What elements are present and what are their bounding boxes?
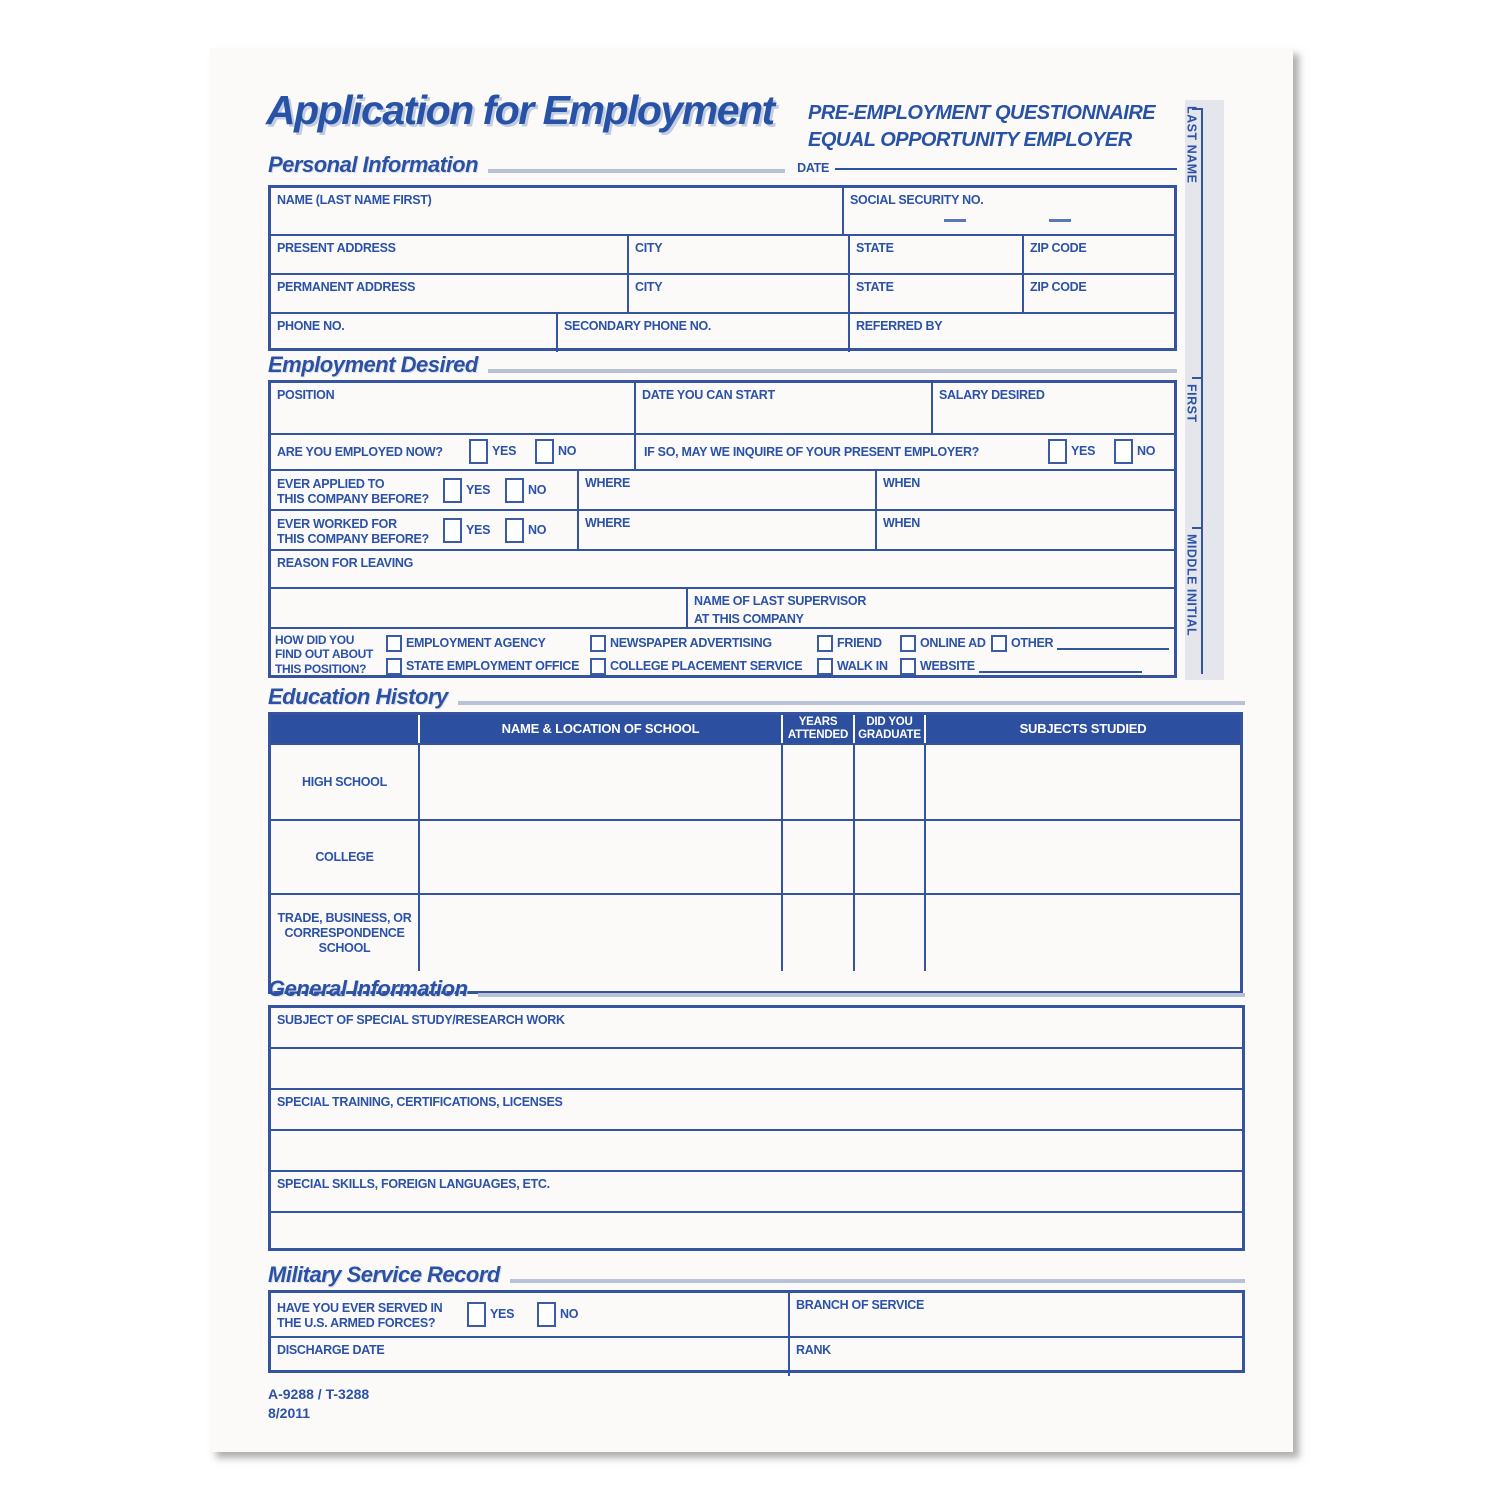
date-write-line[interactable] (835, 168, 1177, 170)
checkbox-ever-worked-no[interactable] (505, 518, 524, 543)
field-present-address[interactable]: PRESENT ADDRESS (271, 236, 629, 273)
field-armed-forces-served[interactable]: HAVE YOU EVER SERVED IN THE U.S. ARMED FORCES? YES NO (271, 1293, 790, 1336)
field-discharge-date[interactable]: DISCHARGE DATE (271, 1338, 790, 1376)
section-heading-employment (268, 354, 1177, 376)
education-col-years: YEARS ATTENDED (783, 715, 855, 743)
field-special-study[interactable]: SUBJECT OF SPECIAL STUDY/RESEARCH WORK (277, 1013, 565, 1027)
education-history-table (268, 712, 1243, 994)
field-present-state[interactable]: STATE (850, 236, 1024, 273)
field-rank[interactable]: RANK (796, 1343, 831, 1357)
field-present-city[interactable]: CITY (629, 236, 850, 273)
education-row-label-high-school: HIGH SCHOOL (271, 745, 420, 819)
strip-label-first: FIRST (1184, 384, 1199, 423)
military-service-table (268, 1290, 1245, 1373)
personal-info-table (268, 185, 1177, 351)
heading-underline (458, 701, 1245, 705)
checkbox-other[interactable] (991, 635, 1007, 652)
checkbox-inquire-yes[interactable] (1048, 439, 1067, 464)
field-ssn[interactable]: SOCIAL SECURITY NO. (844, 188, 1174, 234)
name-strip-tick (1192, 377, 1202, 379)
trade-school-subjects[interactable] (926, 895, 1240, 971)
field-referred-by[interactable]: REFERRED BY (856, 319, 943, 333)
college-name-location[interactable] (420, 821, 783, 893)
trade-school-years[interactable] (783, 895, 855, 971)
education-col-graduate: DID YOU GRADUATE (855, 715, 926, 743)
form-revision: 8/2011 (268, 1404, 311, 1421)
field-special-skills-continued[interactable] (271, 1213, 1242, 1254)
field-reason-continued[interactable] (271, 589, 688, 627)
high-school-name-location[interactable] (420, 745, 783, 819)
field-applied-when[interactable]: WHEN (883, 476, 920, 490)
field-branch-of-service[interactable]: BRANCH OF SERVICE (796, 1298, 925, 1312)
high-school-years[interactable] (783, 745, 855, 819)
field-applied-where[interactable]: WHERE (579, 471, 877, 509)
heading-underline (510, 1279, 1245, 1283)
name-strip-write-line (1201, 108, 1203, 674)
checkbox-walk-in[interactable] (817, 658, 833, 675)
checkbox-employed-now-yes[interactable] (469, 439, 488, 464)
field-special-training-continued[interactable] (271, 1131, 1242, 1170)
form-subtitle (808, 100, 1155, 154)
checkbox-friend[interactable] (817, 635, 833, 652)
checkbox-employment-agency[interactable] (386, 635, 402, 652)
form-title: Application for Employment (266, 87, 774, 133)
section-heading-education (268, 686, 1245, 708)
section-heading-general (268, 978, 1245, 1000)
ssn-dash (944, 219, 966, 222)
field-employed-now[interactable]: ARE YOU EMPLOYED NOW? YES NO (271, 435, 636, 469)
education-row-label-trade-school: TRADE, BUSINESS, OR CORRESPONDENCE SCHOOL (271, 895, 420, 971)
field-worked-when[interactable]: WHEN (883, 516, 920, 530)
name-strip[interactable] (1185, 100, 1224, 680)
general-heading: General Information (268, 976, 468, 1001)
personal-heading: Personal Information (268, 152, 479, 177)
field-permanent-city[interactable]: CITY (629, 275, 850, 312)
field-inquire-employer[interactable]: IF SO, MAY WE INQUIRE OF YOUR PRESENT EMPLOYER? YES NO (636, 435, 1174, 469)
education-col-subjects: SUBJECTS STUDIED (1019, 720, 1147, 736)
field-salary-desired[interactable]: SALARY DESIRED (939, 388, 1045, 402)
field-permanent-address[interactable]: PERMANENT ADDRESS (271, 275, 629, 312)
section-heading-personal (268, 154, 1177, 176)
website-write-line[interactable] (979, 671, 1142, 673)
college-subjects[interactable] (926, 821, 1240, 893)
field-how-found: HOW DID YOU FIND OUT ABOUT THIS POSITION? EMPLOYMENT AGENCY NEWSPAPER ADVERTISING FRIEND ONLINE AD OTHER STATE EMPLOYMENT OFFICE COLLEGE PLACEMENT SERVICE WALK IN WEBSITE (271, 629, 1174, 681)
general-information-table (268, 1005, 1245, 1251)
field-special-skills[interactable]: SPECIAL SKILLS, FOREIGN LANGUAGES, ETC. (277, 1177, 550, 1191)
other-write-line[interactable] (1057, 648, 1169, 650)
field-date-you-can-start[interactable]: DATE YOU CAN START (636, 383, 933, 433)
strip-label-last-name: LAST NAME (1184, 106, 1199, 184)
field-permanent-state[interactable]: STATE (850, 275, 1024, 312)
field-ever-worked[interactable]: EVER WORKED FOR THIS COMPANY BEFORE? YES NO (271, 511, 579, 549)
checkbox-online-ad[interactable] (900, 635, 916, 652)
section-heading-military (268, 1264, 1245, 1286)
field-last-supervisor[interactable]: NAME OF LAST SUPERVISOR AT THIS COMPANY (694, 594, 867, 626)
employment-desired-table (268, 380, 1177, 678)
checkbox-newspaper-advertising[interactable] (590, 635, 606, 652)
checkbox-ever-applied-no[interactable] (505, 478, 524, 503)
education-col-blank (271, 715, 420, 743)
checkbox-served-no[interactable] (537, 1302, 556, 1327)
subtitle-line2: EQUAL OPPORTUNITY EMPLOYER (808, 129, 1132, 151)
checkbox-ever-worked-yes[interactable] (443, 518, 462, 543)
employment-heading: Employment Desired (268, 352, 478, 377)
college-years[interactable] (783, 821, 855, 893)
ssn-dash (1049, 219, 1071, 222)
field-permanent-zip[interactable]: ZIP CODE (1030, 280, 1087, 294)
checkbox-college-placement-service[interactable] (590, 658, 606, 675)
education-row-label-college: COLLEGE (271, 821, 420, 893)
education-col-school: NAME & LOCATION OF SCHOOL (420, 715, 783, 743)
checkbox-website[interactable] (900, 658, 916, 675)
military-heading: Military Service Record (268, 1262, 500, 1287)
high-school-subjects[interactable] (926, 745, 1240, 819)
field-position[interactable]: POSITION (271, 383, 636, 433)
strip-label-middle-initial: MIDDLE INITIAL (1184, 534, 1199, 637)
college-graduate[interactable] (855, 821, 926, 893)
field-reason-for-leaving[interactable]: REASON FOR LEAVING (277, 556, 414, 570)
field-secondary-phone[interactable]: SECONDARY PHONE NO. (558, 314, 850, 352)
education-heading: Education History (268, 684, 448, 709)
field-worked-where[interactable]: WHERE (579, 511, 877, 549)
heading-underline (488, 169, 785, 173)
subtitle-line1: PRE-EMPLOYMENT QUESTIONNAIRE (808, 102, 1156, 124)
field-ever-applied[interactable]: EVER APPLIED TO THIS COMPANY BEFORE? YES NO (271, 471, 579, 509)
heading-underline (478, 993, 1245, 997)
date-label: DATE (797, 161, 829, 175)
heading-underline (488, 369, 1177, 373)
checkbox-ever-applied-yes[interactable] (443, 478, 462, 503)
name-strip-tick (1192, 527, 1202, 529)
checkbox-state-employment-office[interactable] (386, 658, 402, 675)
checkbox-employed-now-no[interactable] (535, 439, 554, 464)
form-sheet (210, 48, 1293, 1452)
field-present-zip[interactable]: ZIP CODE (1030, 241, 1087, 255)
checkbox-inquire-no[interactable] (1114, 439, 1133, 464)
form-footer (268, 1385, 369, 1423)
field-special-study-continued[interactable] (271, 1049, 1242, 1088)
education-header-row (271, 715, 1240, 745)
checkbox-served-yes[interactable] (467, 1302, 486, 1327)
field-name[interactable]: NAME (LAST NAME FIRST) (271, 188, 844, 234)
trade-school-name-location[interactable] (420, 895, 783, 971)
field-phone[interactable]: PHONE NO. (271, 314, 558, 352)
form-number: A-9288 / T-3288 (268, 1386, 370, 1402)
field-special-training[interactable]: SPECIAL TRAINING, CERTIFICATIONS, LICENSES (277, 1095, 563, 1109)
trade-school-graduate[interactable] (855, 895, 926, 971)
high-school-graduate[interactable] (855, 745, 926, 819)
